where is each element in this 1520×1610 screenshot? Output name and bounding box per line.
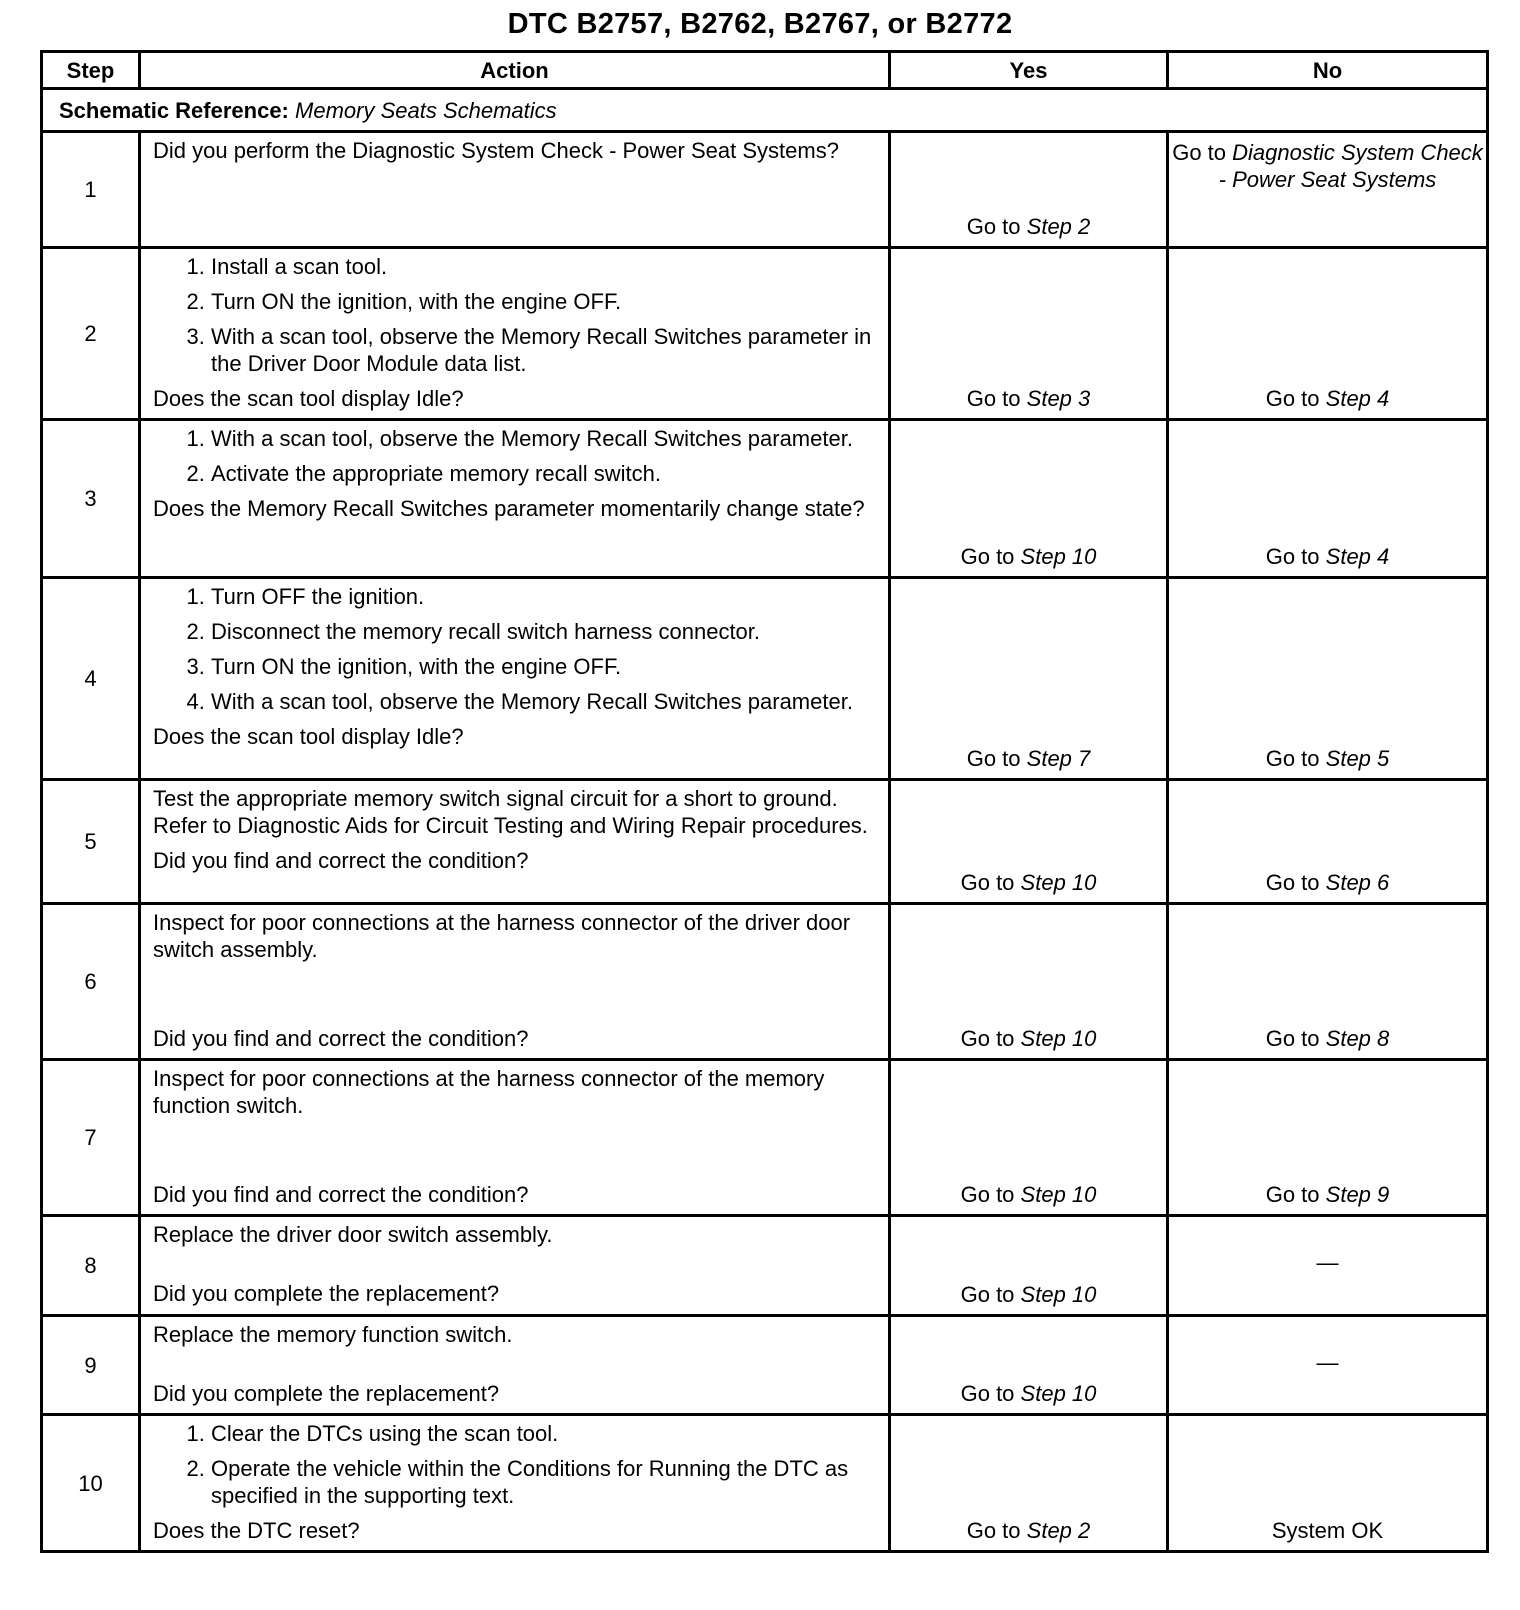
step-number: 10 xyxy=(42,1415,140,1552)
step-number: 8 xyxy=(42,1216,140,1316)
step-action xyxy=(140,1316,890,1415)
step-number: 4 xyxy=(42,578,140,780)
action-question: Did you complete the replacement? xyxy=(153,1281,500,1306)
step-number: 6 xyxy=(42,904,140,1060)
yes-target-step: Step 10 xyxy=(1020,544,1097,569)
list-item: 1. Clear the DTCs using the scan tool. xyxy=(211,1420,876,1447)
table-row xyxy=(42,1415,1488,1552)
go-to-prefix: Go to xyxy=(1172,140,1227,165)
go-to-prefix: Go to xyxy=(1265,544,1320,569)
step-number: 1 xyxy=(42,132,140,248)
table-row xyxy=(42,248,1488,420)
header-no: No xyxy=(1168,52,1488,89)
go-to-prefix: Go to xyxy=(966,386,1021,411)
go-to-prefix: Go to xyxy=(966,214,1021,239)
no-result xyxy=(1168,1060,1488,1216)
action-question: Did you find and correct the condition? xyxy=(153,848,529,873)
action-text: Inspect for poor connections at the harness connector of the driver door switch assembly. xyxy=(153,910,851,962)
step-action xyxy=(140,248,890,420)
action-steps-list xyxy=(153,425,876,487)
step-number: 2 xyxy=(42,248,140,420)
step-number: 9 xyxy=(42,1316,140,1415)
list-item: 1. With a scan tool, observe the Memory Recall Switches parameter. xyxy=(211,425,876,452)
spacer xyxy=(153,1348,876,1378)
action-text: Did you perform the Diagnostic System Check - Power Seat Systems? xyxy=(153,138,839,163)
list-item: 1. Install a scan tool. xyxy=(211,253,876,280)
step-action xyxy=(140,1216,890,1316)
table-row xyxy=(42,904,1488,1060)
step-number: 5 xyxy=(42,780,140,904)
list-item: 1. Turn OFF the ignition. xyxy=(211,583,876,610)
table-row xyxy=(42,780,1488,904)
no-target-step: Step 4 xyxy=(1325,386,1390,411)
yes-target-step: Step 3 xyxy=(1026,386,1091,411)
step-action xyxy=(140,132,890,248)
no-result-text: System OK xyxy=(1271,1518,1384,1543)
action-text: Replace the driver door switch assembly. xyxy=(153,1222,553,1247)
no-target-step: Step 8 xyxy=(1325,1026,1390,1051)
table-row xyxy=(42,1060,1488,1216)
yes-result xyxy=(890,1060,1168,1216)
table-row xyxy=(42,578,1488,780)
go-to-prefix: Go to xyxy=(960,1381,1015,1406)
step-action xyxy=(140,904,890,1060)
yes-target-step: Step 7 xyxy=(1026,746,1091,771)
schematic-row xyxy=(42,89,1488,132)
no-result xyxy=(1168,420,1488,578)
yes-result xyxy=(890,132,1168,248)
spacer xyxy=(153,839,876,845)
yes-target-step: Step 10 xyxy=(1020,1026,1097,1051)
yes-target-step: Step 2 xyxy=(1026,1518,1091,1543)
list-item: 2. Activate the appropriate memory recall switch. xyxy=(211,460,876,487)
yes-result xyxy=(890,1216,1168,1316)
go-to-prefix: Go to xyxy=(960,1026,1015,1051)
page-title: DTC B2757, B2762, B2767, or B2772 xyxy=(507,8,1013,40)
table-row xyxy=(42,1316,1488,1415)
no-dash: — xyxy=(1316,1349,1339,1375)
yes-result xyxy=(890,1316,1168,1415)
action-question: Did you find and correct the condition? xyxy=(153,1182,529,1207)
no-target-step: Step 9 xyxy=(1325,1182,1390,1207)
action-question: Did you complete the replacement? xyxy=(153,1381,500,1406)
schematic-label: Schematic Reference: xyxy=(59,97,289,123)
yes-result xyxy=(890,780,1168,904)
action-question: Does the DTC reset? xyxy=(153,1518,360,1543)
step-action xyxy=(140,578,890,780)
go-to-prefix: Go to xyxy=(1265,746,1320,771)
list-item: 2. Operate the vehicle within the Conditions for Running the DTC as specified in the supporting text. xyxy=(211,1455,876,1509)
step-action xyxy=(140,780,890,904)
go-to-prefix: Go to xyxy=(1265,1026,1320,1051)
no-target-step: Step 6 xyxy=(1325,870,1390,895)
yes-target-step: Step 10 xyxy=(1020,870,1097,895)
yes-target-step: Step 2 xyxy=(1026,214,1091,239)
no-result xyxy=(1168,780,1488,904)
action-question: Does the Memory Recall Switches parameter momentarily change state? xyxy=(153,496,865,521)
header-step: Step xyxy=(42,52,140,89)
yes-result xyxy=(890,578,1168,780)
step-number: 7 xyxy=(42,1060,140,1216)
go-to-prefix: Go to xyxy=(960,1282,1015,1307)
step-number: 3 xyxy=(42,420,140,578)
action-question: Did you find and correct the condition? xyxy=(153,1026,529,1051)
schematic-value: Memory Seats Schematics xyxy=(295,97,557,123)
no-target-step: Step 5 xyxy=(1325,746,1390,771)
yes-result xyxy=(890,248,1168,420)
yes-result xyxy=(890,904,1168,1060)
no-result xyxy=(1168,132,1488,248)
action-steps-list xyxy=(153,253,876,377)
header-action: Action xyxy=(140,52,890,89)
no-target-step: Step 4 xyxy=(1325,544,1390,569)
go-to-prefix: Go to xyxy=(1265,1182,1320,1207)
no-dash: — xyxy=(1316,1250,1339,1275)
list-item: 3. With a scan tool, observe the Memory Recall Switches parameter in the Driver Door Module data list. xyxy=(211,323,876,377)
diagnostic-table xyxy=(40,50,1489,1553)
no-result xyxy=(1168,1216,1488,1316)
yes-target-step: Step 10 xyxy=(1020,1381,1097,1406)
no-result xyxy=(1168,1415,1488,1552)
go-to-prefix: Go to xyxy=(1265,386,1320,411)
action-text: Replace the memory function switch. xyxy=(153,1322,513,1347)
action-steps-list xyxy=(153,583,876,715)
action-question: Does the scan tool display Idle? xyxy=(153,724,464,749)
step-rows xyxy=(42,132,1488,1552)
go-to-prefix: Go to xyxy=(960,870,1015,895)
action-steps-list xyxy=(153,1420,876,1509)
go-to-prefix: Go to xyxy=(960,1182,1015,1207)
table-row xyxy=(42,1216,1488,1316)
no-result xyxy=(1168,248,1488,420)
list-item: 2. Turn ON the ignition, with the engine OFF. xyxy=(211,288,876,315)
no-result xyxy=(1168,578,1488,780)
action-question: Does the scan tool display Idle? xyxy=(153,386,464,411)
yes-result xyxy=(890,420,1168,578)
action-text: Inspect for poor connections at the harness connector of the memory function switch. xyxy=(153,1066,825,1118)
schematic-reference xyxy=(42,89,1488,132)
step-action xyxy=(140,1415,890,1552)
yes-result xyxy=(890,1415,1168,1552)
table-row xyxy=(42,132,1488,248)
yes-target-step: Step 10 xyxy=(1020,1182,1097,1207)
spacer xyxy=(153,963,876,1023)
spacer xyxy=(153,1119,876,1179)
header-row xyxy=(42,52,1488,89)
table-row xyxy=(42,420,1488,578)
go-to-prefix: Go to xyxy=(960,544,1015,569)
go-to-prefix: Go to xyxy=(966,746,1021,771)
no-result xyxy=(1168,1316,1488,1415)
list-item: 4. With a scan tool, observe the Memory Recall Switches parameter. xyxy=(211,688,876,715)
go-to-prefix: Go to xyxy=(966,1518,1021,1543)
yes-target-step: Step 10 xyxy=(1020,1282,1097,1307)
header-yes: Yes xyxy=(890,52,1168,89)
no-result xyxy=(1168,904,1488,1060)
list-item: 3. Turn ON the ignition, with the engine OFF. xyxy=(211,653,876,680)
step-action xyxy=(140,420,890,578)
spacer xyxy=(153,1248,876,1278)
action-text: Test the appropriate memory switch signal circuit for a short to ground. Refer to Diagnostic Aids for Circuit Testing and Wiring Repair procedures. xyxy=(153,786,868,838)
step-action xyxy=(140,1060,890,1216)
list-item: 2. Disconnect the memory recall switch harness connector. xyxy=(211,618,876,645)
no-target: Diagnostic System Check - Power Seat Systems xyxy=(1218,140,1483,192)
go-to-prefix: Go to xyxy=(1265,870,1320,895)
